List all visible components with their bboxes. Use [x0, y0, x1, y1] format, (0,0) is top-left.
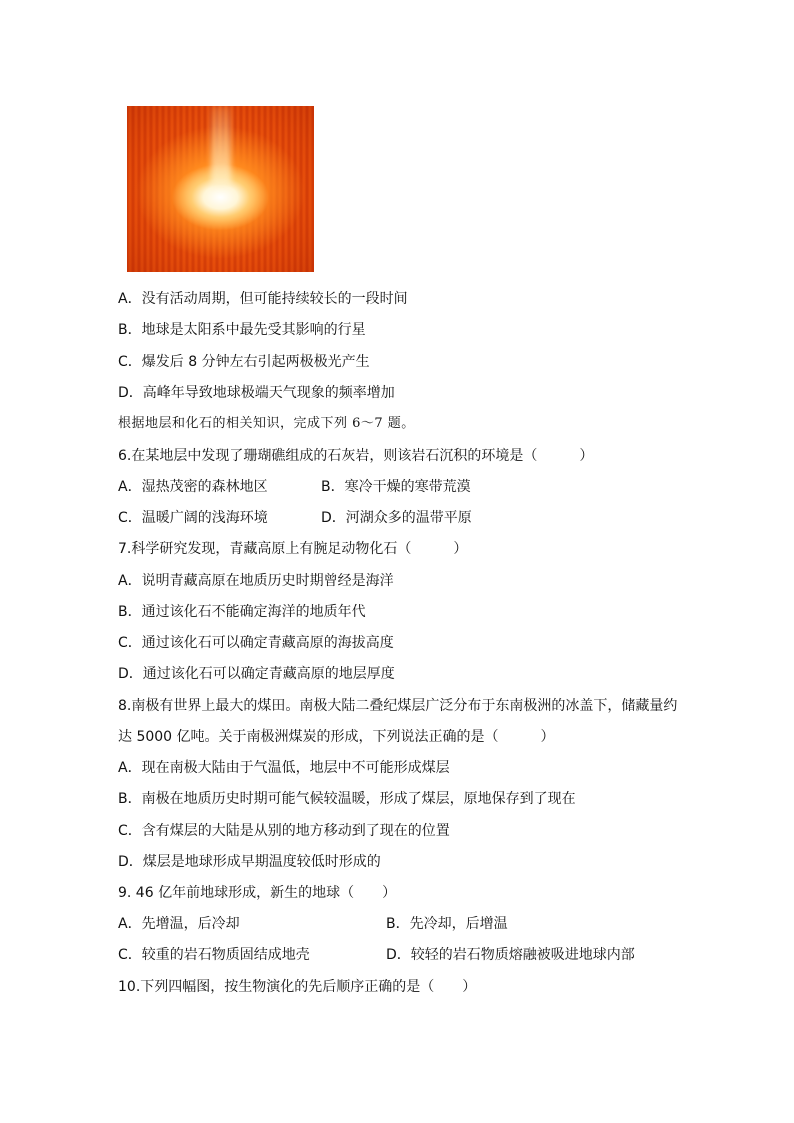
q9-stem: 9. 46 亿年前地球形成，新生的地球（ ）: [118, 885, 397, 901]
q6-option-a: A．湿热茂密的森林地区: [118, 479, 268, 495]
section-instruction: 根据地层和化石的相关知识，完成下列 6～7 题。: [118, 416, 415, 431]
q9-option-d: D．较轻的岩石物质熔融被吸进地球内部: [386, 947, 635, 963]
q5-option-d: D．高峰年导致地球极端天气现象的频率增加: [118, 385, 395, 401]
q6-stem: 6.在某地层中发现了珊瑚礁组成的石灰岩，则该岩石沉积的环境是（ ）: [118, 448, 594, 464]
q7-option-b: B．通过该化石不能确定海洋的地质年代: [118, 604, 366, 620]
q9-option-a: A．先增温，后冷却: [118, 916, 240, 932]
q5-option-b: B．地球是太阳系中最先受其影响的行星: [118, 322, 366, 338]
q6-option-d: D．河湖众多的温带平原: [321, 510, 472, 526]
q10-stem: 10.下列四幅图，按生物演化的先后顺序正确的是（ ）: [118, 979, 477, 995]
q5-option-a: A．没有活动周期，但可能持续较长的一段时间: [118, 291, 408, 307]
q8-option-b: B．南极在地质历史时期可能气候较温暖，形成了煤层，原地保存到了现在: [118, 791, 576, 807]
q8-option-c: C．含有煤层的大陆是从别的地方移动到了现在的位置: [118, 823, 450, 839]
q5-option-c: C．爆发后 8 分钟左右引起两极极光产生: [118, 354, 370, 370]
q8-option-a: A．现在南极大陆由于气温低，地层中不可能形成煤层: [118, 760, 450, 776]
solar-activity-image: [127, 106, 314, 272]
q7-stem: 7.科学研究发现，青藏高原上有腕足动物化石（ ）: [118, 541, 468, 557]
q9-option-b: B．先冷却，后增温: [386, 916, 508, 932]
q8-stem-line1: 8.南极有世界上最大的煤田。南极大陆二叠纪煤层广泛分布于东南极洲的冰盖下，储藏量约: [118, 698, 678, 714]
q7-option-a: A．说明青藏高原在地质历史时期曾经是海洋: [118, 573, 394, 589]
solar-flare-streak: [211, 106, 231, 186]
q6-option-b: B．寒冷干燥的寒带荒漠: [321, 479, 471, 495]
q8-stem-line2: 达 5000 亿吨。关于南极洲煤炭的形成，下列说法正确的是（ ）: [118, 729, 555, 745]
q6-option-c: C．温暖广阔的浅海环境: [118, 510, 268, 526]
q7-option-c: C．通过该化石可以确定青藏高原的海拔高度: [118, 635, 394, 651]
q8-option-d: D．煤层是地球形成早期温度较低时形成的: [118, 854, 381, 870]
q9-option-c: C．较重的岩石物质固结成地壳: [118, 947, 310, 963]
q7-option-d: D．通过该化石可以确定青藏高原的地层厚度: [118, 666, 395, 682]
